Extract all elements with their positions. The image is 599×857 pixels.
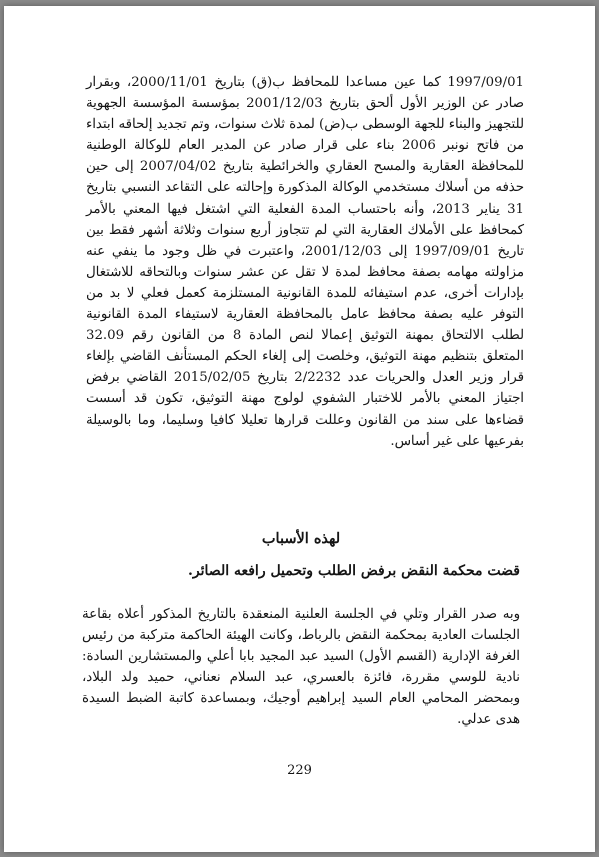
closing-paragraph: وبه صدر القرار وتلي في الجلسة العلنية المنعقدة بالتاريخ المذكور أعلاه بقاعة الجلسات العادية بمحكمة النقض بالرباط، وكانت الهيئة الحاكمة متركبة من رئيس الغرفة الإدارية (القسم الأول) السيد عبد المجيد بابا أعلي والمستشارين السادة: نادية للوسي مقررة، فائزة بالعسري، عبد السلام نعناني، حميد ولد البلاد، وبمحضر المحامي العام السيد إبراهيم أوجيك، وبمساعدة كاتبة الضبط السيدة هدى عدلي. [82, 607, 520, 728]
body-paragraph-container [86, 72, 524, 452]
section-heading: لهذه الأسباب [261, 530, 341, 547]
body-paragraph: 1997/09/01 كما عين مساعدا للمحافظ ب(ق) بتاريخ 2000/11/01، وبقرار صادر عن الوزير الأول ألحق بتاريخ 2001/12/03 بمؤسسة المؤسسة الجهوية للتجهيز والبناء للجهة الوسطى ب(ض) لمدة ثلاث سنوات، وتم تجديد إلحاقه ابتداء من فاتح نونبر 2006 بناء على قرار صادر عن المدير العام للوكالة الوطنية للمحافظة العقارية والمسح العقاري والخرائطية بتاريخ 2007/04/02 إلى حين حذفه من أسلاك مستخدمي الوكالة المذكورة وإحالته على التقاعد النسبي بتاريخ 31 يناير 2013، وأنه باحتساب المدة الفعلية التي اشتغل فيها المعني بالأمر كمحافظ على الأملاك العقارية التي لم تتجاوز أربع سنوات وثلاثة أشهر فقط بين تاريخ 1997/09/01 إلى 2001/12/03، واعتبرت في ظل وجود ما ينفي عنه مزاولته مهامه بصفة محافظ لمدة لا تقل عن عشر سنوات وبالتحاقه للاشتغال بإدارات أخرى، عدم استيفائه للمدة القانونية المستلزمة كعمل فعلي لا بد من التوفر عليه بصفة محافظ عامل بالمحافظة العقارية لاستيفاء المدة القانونية لطلب الالتحاق بمهنة التوثيق إعمالا لنص المادة 8 من القانون رقم 32.09 المتعلق بتنظيم مهنة التوثيق، وخلصت إلى إلغاء الحكم المستأنف القاضي بإلغاء قرار وزير العدل والحريات عدد 2/2232 بتاريخ 2015/02/05 القاضي برفض اجتياز المعني بالأمر للاختبار الشفوي لولوج مهنة التوثيق، تكون قد أسست قضاءها على سند من القانون وعللت قرارها تعليلا كافيا وسليما، وما بالوسيلة بفرعيها على غير أساس. [85, 75, 525, 449]
decision-line: قضت محكمة النقض برفض الطلب وتحميل رافعه الصائر. [188, 563, 520, 579]
page-number: 229 [287, 763, 312, 778]
closing-paragraph-container [82, 604, 520, 731]
